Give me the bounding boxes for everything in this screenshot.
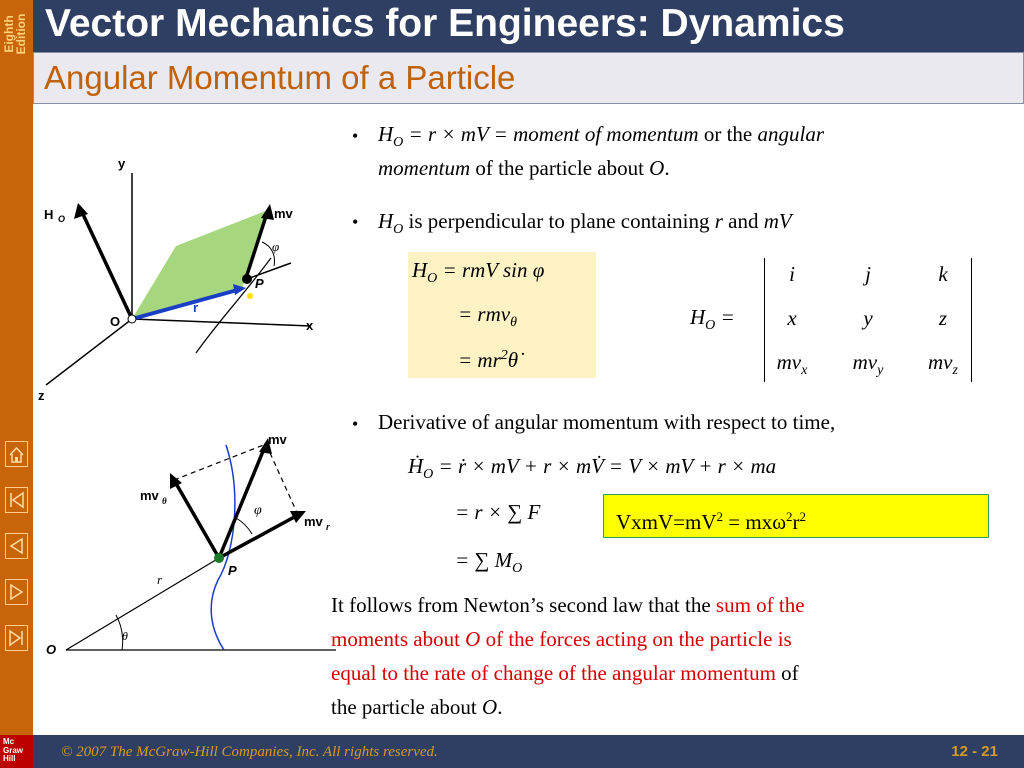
conclusion-4b: O [482,695,498,719]
copyright-text: © 2007 The McGraw-Hill Companies, Inc. All rights reserved. [61,744,438,760]
note-sup-c: 2 [799,509,807,524]
mv-label: mv [268,432,287,447]
footer [33,735,1024,768]
det-mvz [913,350,973,379]
deriv-line1-rhs: = ṙ × mV + r × mV̇ = V × mV + r × ma [438,454,777,478]
note-box [603,494,989,538]
mcgraw-hill-logo: Mc Graw Hill [0,735,33,768]
det-k: k [938,262,948,286]
det-mvx [762,350,822,379]
note-sup-a: 2 [716,509,724,524]
deriv-line3-text: = ∑ M [455,548,513,572]
ho-eq-line1 [412,258,544,287]
conclusion-3b: of [775,661,799,685]
det-mvx-main: mv [776,350,802,374]
conclusion-2a: moments about [331,627,466,651]
det-i: i [789,262,795,286]
r-line [66,558,219,650]
phi-label: φ [272,239,280,254]
ho-subscript-2: O [393,222,404,238]
note-c: r [792,510,800,534]
ho-dot-letter: H [408,454,424,478]
conclusion-line4 [331,691,502,723]
bullet-1-dot: • [352,126,359,146]
det-mvy-sub: y [877,363,884,379]
conclusion-line3 [331,657,799,689]
r-label: r [193,300,199,315]
det-mvy [838,350,898,379]
ho-symbol-4: H [690,305,706,329]
b2-mv: mV [763,209,792,233]
subtitle-bar [33,52,1024,104]
p-label: P [228,563,237,578]
ho-subscript: O [393,135,404,151]
det-lhs [690,305,735,334]
angular-term: angular [757,122,825,146]
det-x: x [787,306,797,330]
det-y: y [863,306,873,330]
ho-subscript-3: O [427,271,438,287]
mvr-vector [219,515,298,558]
deriv-line3 [455,548,522,577]
det-mvx-sub: x [801,363,808,379]
z-label: z [38,388,45,403]
ho-eq-line3-end: θ̇ [507,348,519,372]
ho-dot-symbol [408,454,423,478]
conclusion-1b: sum of the [715,593,805,617]
slide-subtitle: Angular Momentum of a Particle [44,59,516,96]
conclusion-line2 [331,623,792,655]
previous-slide-icon[interactable] [5,533,28,559]
b1-o: O [649,156,665,180]
conclusion-3a: equal to the rate of change of the angular momentum [331,661,776,685]
next-slide-icon[interactable] [5,579,28,605]
b2-r: r [714,209,723,233]
det-mvz-main: mv [928,350,953,374]
bullet-3-dot: • [352,414,359,434]
o-label: O [46,642,57,657]
ho-symbol-2: H [378,209,394,233]
note-sup-b: 2 [786,509,793,524]
page-number: 12 - 21 [951,743,998,760]
ho-eq-line3-text: = mr [458,348,501,372]
sidebar [0,0,33,768]
x-label: x [306,318,314,333]
ho-eq-line3-sup: 2 [500,348,508,363]
y-label: y [118,156,126,171]
plane-shape [132,210,268,319]
b1-or: or the [703,122,753,146]
phi-arc [236,518,252,534]
ho-subscript: O [58,214,66,224]
first-slide-icon[interactable] [5,487,28,513]
det-j: j [865,262,871,286]
particle-p [214,553,224,563]
ho-subscript-4: O [705,318,716,334]
mv-label: mv [274,206,293,221]
b2-and: and [728,209,759,233]
ho-vector [81,210,132,319]
dashed-line-right [266,444,298,515]
home-icon[interactable] [5,441,28,467]
b1-rhs: = r × mV = [408,122,508,146]
det-mvz-sub: z [952,363,958,379]
bullet-2-line [378,205,792,246]
mvtheta-vector [174,480,219,558]
b2-text: is perpendicular to plane containing [408,209,710,233]
conclusion-4a: the particle about [331,695,483,719]
ho-eq-line2-sub: θ [510,315,517,331]
det-equals: = [720,305,735,329]
edition-label: Eighth Edition [2,13,28,55]
mv-vector [219,444,266,558]
tangent-line [247,263,291,279]
figure-angular-momentum-2d [36,430,336,660]
phi-label: φ [254,503,262,518]
bullet-2-dot: • [352,212,359,232]
conclusion-line1 [331,589,805,621]
ho-eq-line2-text: = rmv [458,302,511,326]
b1-rest: of the particle about [475,156,644,180]
bullet-1-line2: momentum of the particle about O. [378,156,670,180]
moment-of-momentum-term: moment of momentum [513,122,699,146]
momentum-term: momentum [378,156,471,180]
particle-shadow [247,293,253,299]
r-label: r [157,572,163,587]
figure-angular-momentum-3d [36,148,326,408]
conclusion-2c: of the forces acting on the particle is [480,627,792,651]
mvr-subscript: r [326,522,330,532]
deriv-line2: = r × ∑ F [455,500,541,524]
conclusion-4c: . [497,695,503,719]
deriv-line3-sub: O [512,561,523,577]
mvtheta-label: mv [140,488,159,503]
ho-label: H [44,207,54,222]
header [33,0,1024,52]
ho-eq-line3 [458,348,518,373]
ho-symbol-3: H [412,258,428,282]
note-b: = mxω [723,510,787,534]
origin-o [128,315,136,323]
o-label: O [110,314,121,329]
bullet-3-text: Derivative of angular momentum with respect to time, [378,410,836,434]
conclusion-2b: O [465,627,481,651]
last-slide-icon[interactable] [5,625,28,651]
determinant-matrix [764,258,972,382]
p-label: P [255,276,264,291]
conclusion-1a: It follows from Newton’s second law that the [331,593,716,617]
det-z: z [938,306,948,330]
deriv-line1 [408,454,776,483]
page-title: Vector Mechanics for Engineers: Dynamics [45,2,845,45]
det-mvy-main: mv [852,350,878,374]
theta-label: θ [122,629,128,643]
ho-symbol: H [378,122,394,146]
note-a: VxmV=mV [616,510,717,534]
mvtheta-subscript: θ [162,496,167,506]
ho-eq-line1-rhs: = rmV sin φ [442,258,545,282]
ho-eq-line2 [458,302,517,331]
ho-dot-subscript: O [423,467,434,483]
mvr-label: mv [304,514,323,529]
